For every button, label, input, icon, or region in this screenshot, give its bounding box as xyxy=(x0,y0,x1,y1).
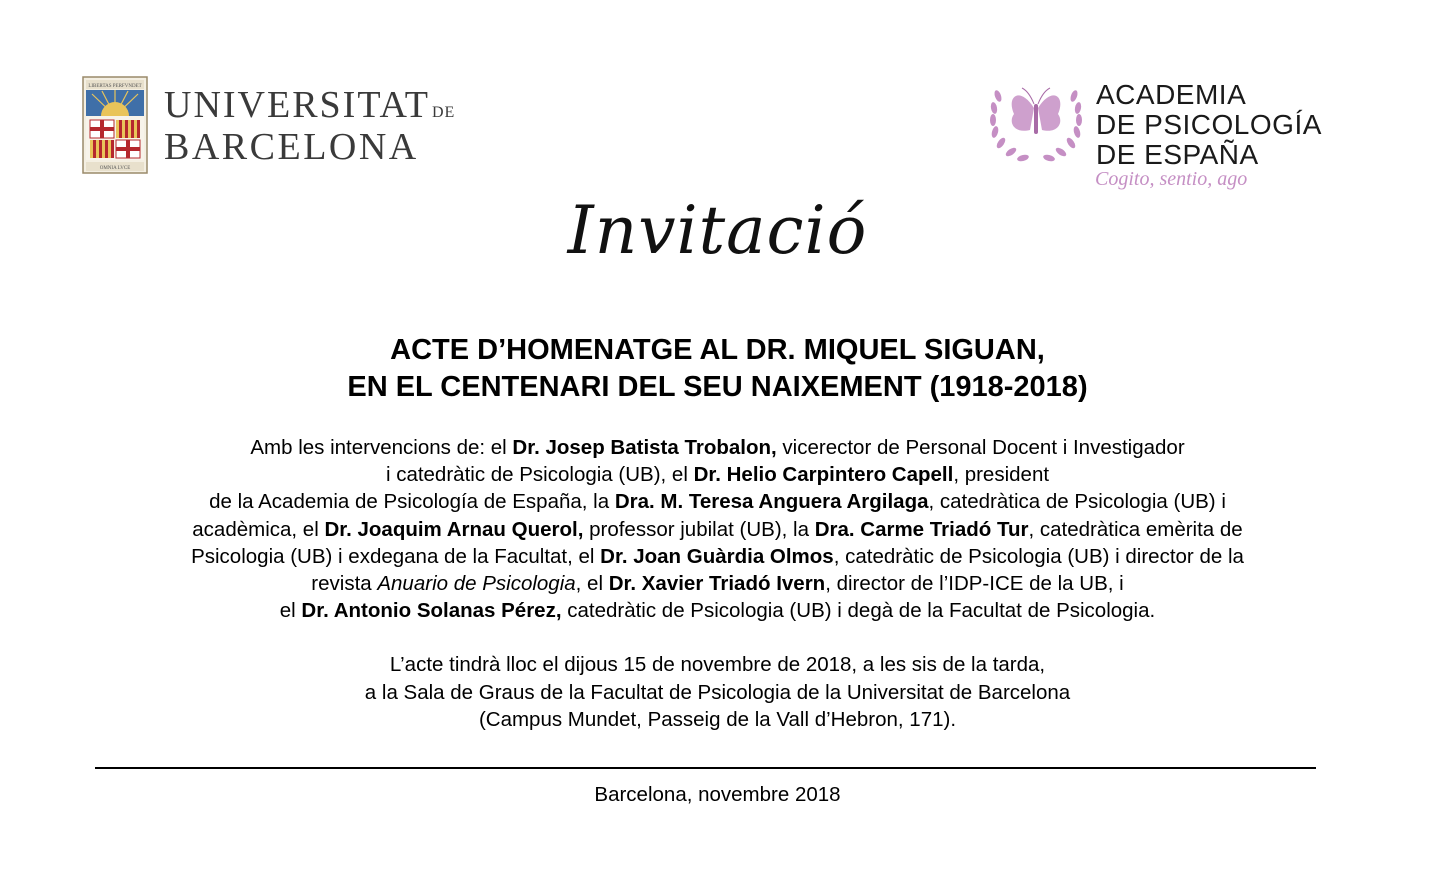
academia-wordmark-line2: DE PSICOLOGÍA xyxy=(1096,109,1322,140)
speakers-paragraph xyxy=(0,434,1435,624)
text-segment: , catedràtic de Psicologia (UB) i director de la xyxy=(833,544,1244,568)
event-title-line1: ACTE D’HOMENATGE AL DR. MIQUEL SIGUAN, xyxy=(390,334,1045,366)
journal-title: Anuario de Psicologia xyxy=(377,572,576,596)
ub-wordmark-universitat: UNIVERSITAT xyxy=(164,84,430,126)
ub-crest-icon xyxy=(82,76,148,174)
text-segment: , catedràtica de Psicologia (UB) i xyxy=(928,490,1226,514)
speakers-line-6 xyxy=(0,570,1435,597)
speakers-line-7 xyxy=(0,597,1435,624)
academia-wordmark-line1: ACADEMIA xyxy=(1096,79,1247,110)
text-segment: vicerector de Personal Docent i Investigador xyxy=(776,436,1185,459)
text-segment: de la Academia de Psicología de España, la xyxy=(209,490,615,514)
speaker-name: Dr. Josep Batista Trobalon, xyxy=(512,436,777,459)
text-segment: , president xyxy=(953,463,1050,487)
speaker-name: Dr. Xavier Triadó Ivern xyxy=(608,572,826,596)
event-date-time: L’acte tindrà lloc el dijous 15 de novembre de 2018, a les sis de la tarda, xyxy=(389,653,1046,676)
speaker-name: Dr. Joan Guàrdia Olmos xyxy=(600,544,834,568)
text-segment: , director de l’IDP-ICE de la UB, i xyxy=(825,572,1124,596)
text-segment: revista xyxy=(311,572,378,596)
speakers-line-4 xyxy=(0,516,1435,543)
speakers-line-1 xyxy=(0,434,1435,461)
event-title xyxy=(0,332,1435,406)
divider-line xyxy=(95,767,1316,769)
text-segment: professor jubilat (UB), la xyxy=(583,517,815,541)
ub-wordmark-line1 xyxy=(164,86,455,124)
speakers-line-2 xyxy=(0,461,1435,488)
ub-wordmark-line2: BARCELONA xyxy=(164,126,419,168)
text-segment: Psicologia (UB) i exdegana de la Facultat, el xyxy=(191,544,601,568)
academia-motto: Cogito, sentio, ago xyxy=(1095,168,1248,190)
text-segment: el xyxy=(279,599,302,623)
speakers-line-3 xyxy=(0,488,1435,515)
speaker-name: Dr. Antonio Solanas Pérez, xyxy=(301,599,562,623)
text-segment: i catedràtic de Psicologia (UB), el xyxy=(385,463,694,487)
ub-logo xyxy=(82,76,456,176)
text-segment: , catedràtica emèrita de xyxy=(1028,517,1243,541)
invitation-heading: Invitació xyxy=(567,192,868,269)
text-segment: catedràtic de Psicologia (UB) i degà de la Facultat de Psicologia. xyxy=(561,599,1156,623)
text-segment: acadèmica, el xyxy=(192,517,325,541)
butterfly-wreath-icon xyxy=(984,78,1088,168)
speaker-name: Dr. Helio Carpintero Capell xyxy=(693,463,954,487)
place-date: Barcelona, novembre 2018 xyxy=(594,783,841,806)
speaker-name: Dra. M. Teresa Anguera Argilaga xyxy=(614,490,929,514)
event-details xyxy=(0,651,1435,734)
ub-wordmark xyxy=(164,86,455,166)
text-segment: , el xyxy=(575,572,609,596)
speaker-name: Dra. Carme Triadó Tur xyxy=(814,517,1029,541)
ub-wordmark-de: DE xyxy=(431,104,456,121)
ub-crest-top-text: LIBERTAS PERFVNDET xyxy=(88,84,142,89)
speakers-line-5 xyxy=(0,543,1435,570)
event-address: (Campus Mundet, Passeig de la Vall d’Hebron, 171). xyxy=(478,708,957,731)
speaker-name: Dr. Joaquim Arnau Querol, xyxy=(324,517,584,541)
event-title-line2: EN EL CENTENARI DEL SEU NAIXEMENT (1918-2018) xyxy=(347,371,1088,403)
ub-crest-bottom-text: OMNIA LVCE xyxy=(99,166,131,171)
text-segment: Amb les intervencions de: el xyxy=(250,436,513,459)
academia-wordmark xyxy=(1096,80,1322,170)
academia-wordmark-line3: DE ESPAÑA xyxy=(1096,139,1259,170)
event-venue: a la Sala de Graus de la Facultat de Psicologia de la Universitat de Barcelona xyxy=(364,680,1071,704)
academia-logo xyxy=(984,78,1344,193)
